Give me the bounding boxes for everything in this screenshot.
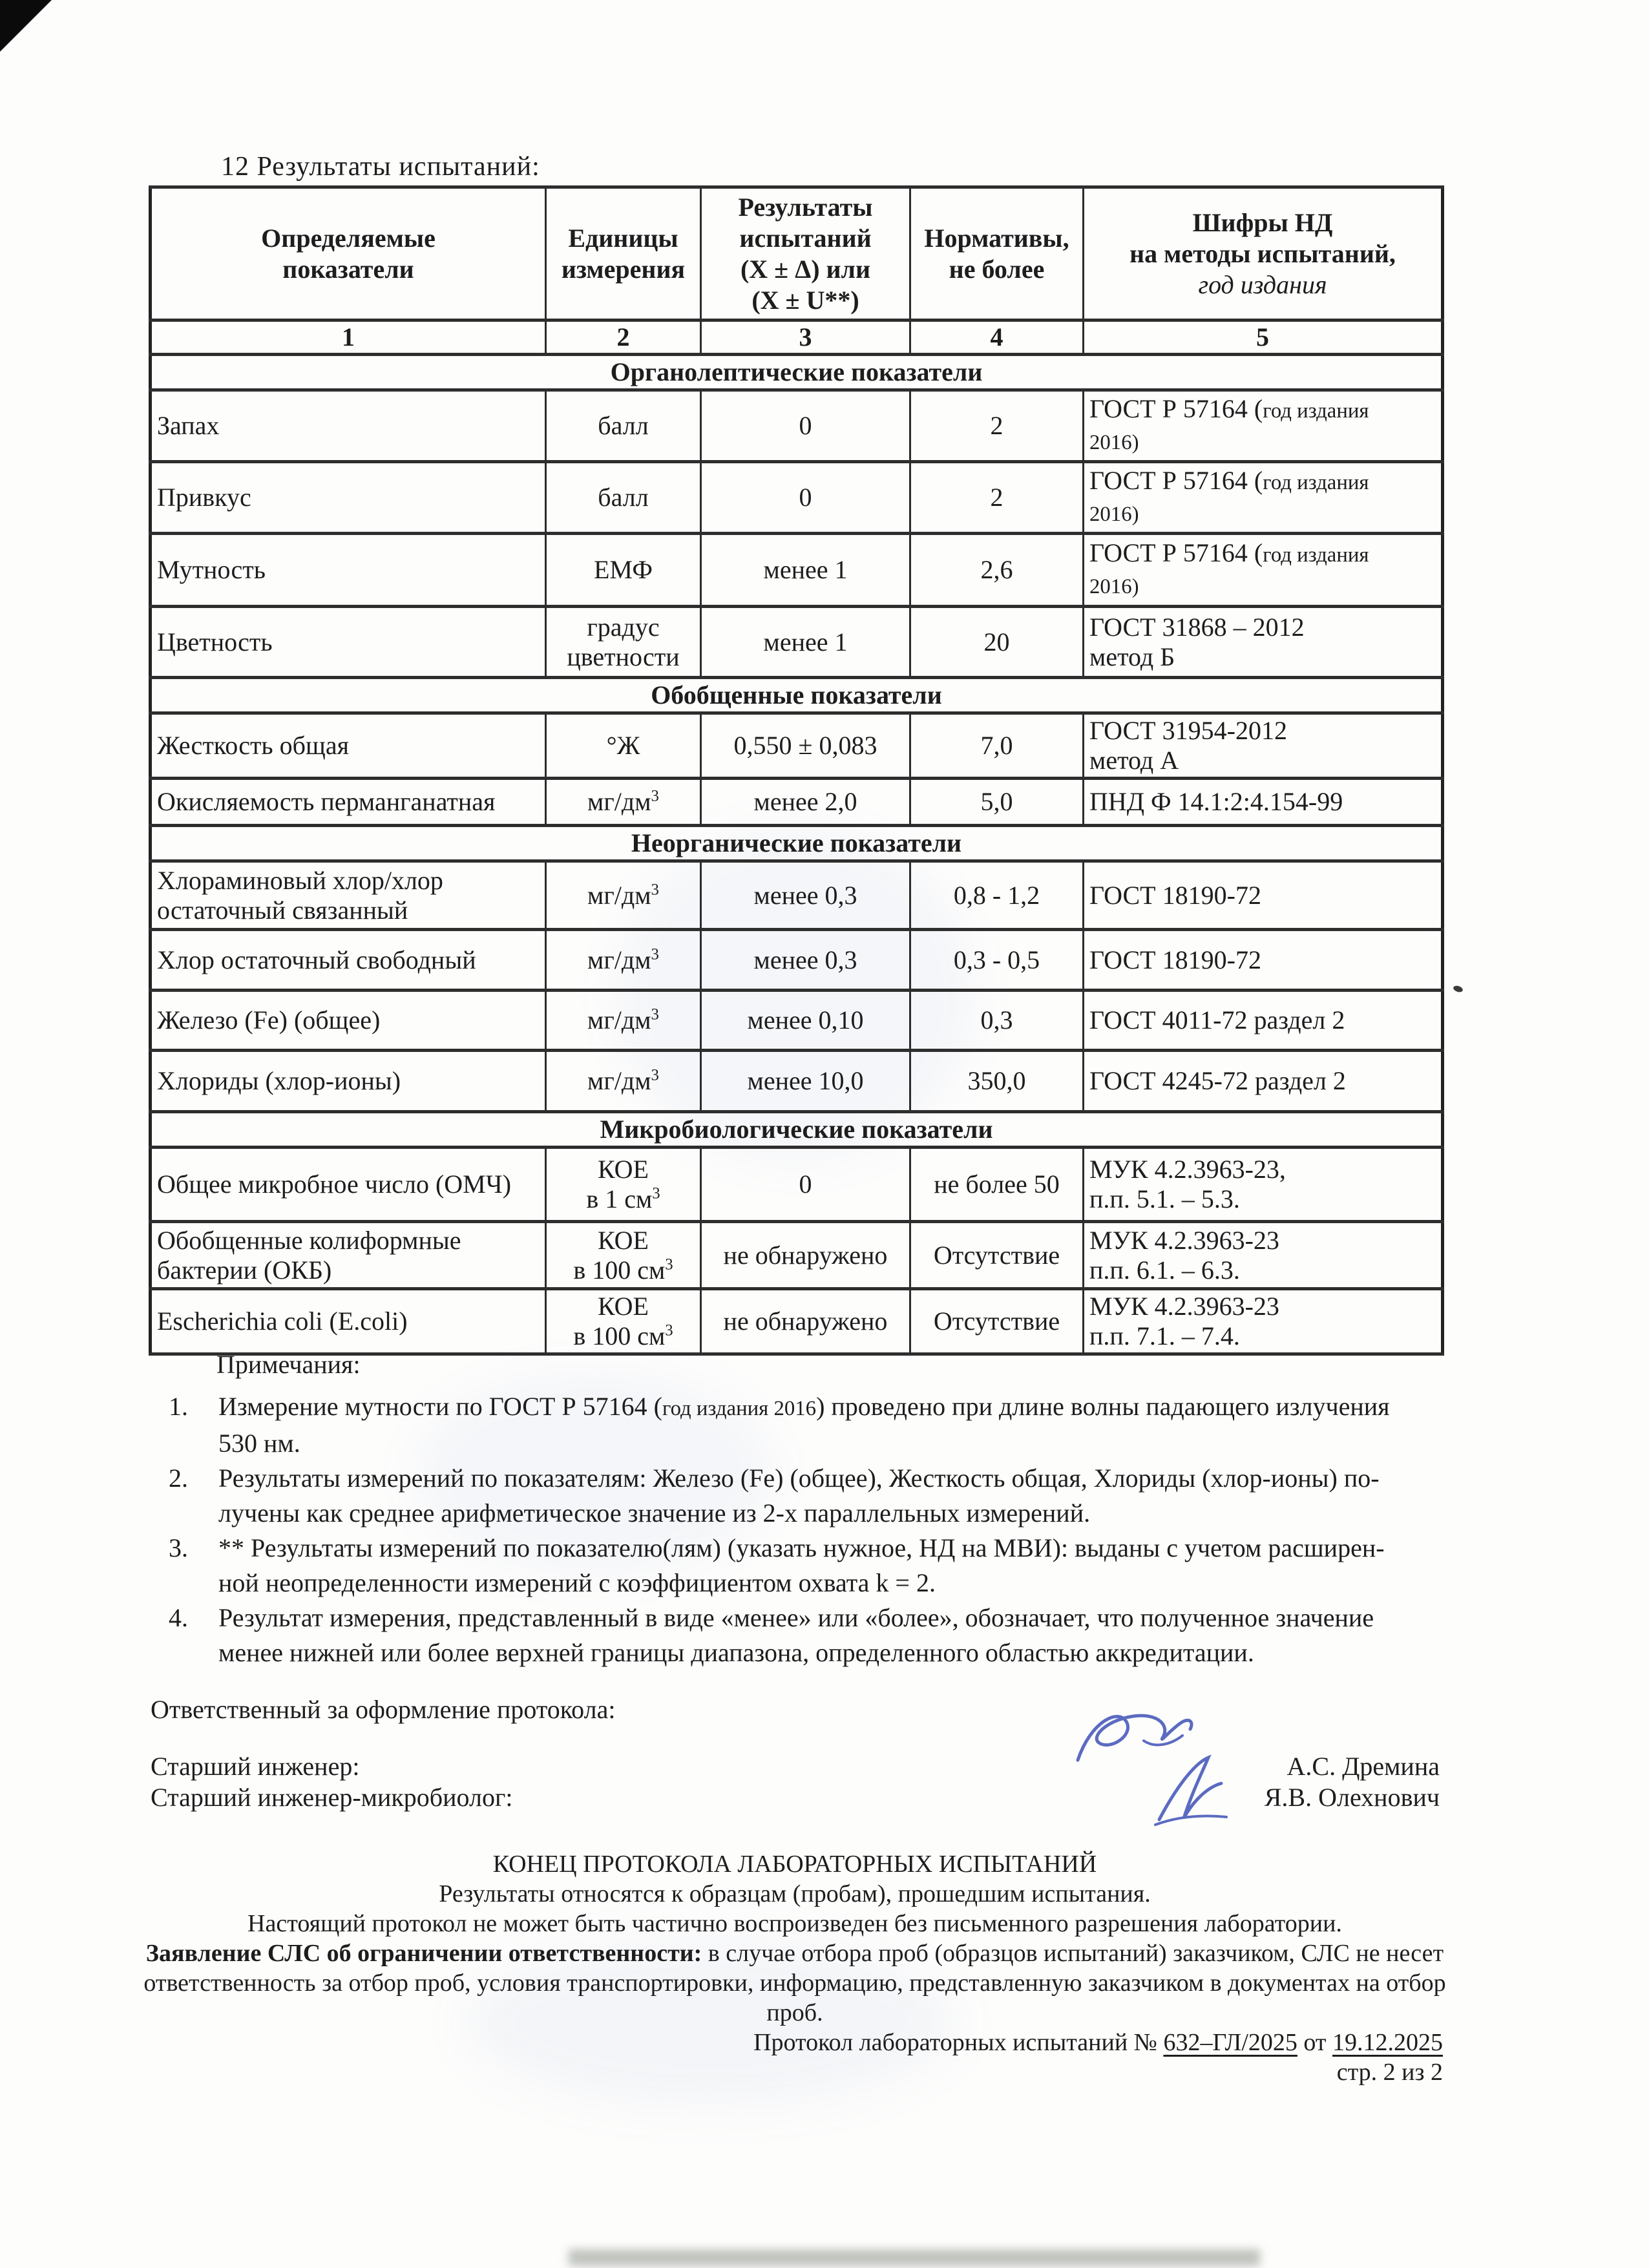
signer-name: Я.В. Олехнович [1264,1783,1440,1812]
cell: ГОСТ Р 57164 (год издания 2016) [1084,534,1443,607]
note-number [169,1635,218,1670]
note-number: 3. [169,1533,188,1562]
cell: менее 0,3 [701,930,910,991]
cell: КОЕ в 1 $см^3$ [546,1148,701,1222]
footer-block [71,1849,1518,2087]
signer-role: Старший инженер-микробиолог: [151,1783,513,1812]
note-number: 1. [169,1392,188,1421]
section-row [151,355,1443,390]
note-text: Результаты измерений по показателям: Железо (Fe) (общее), Жесткость общая, Хлориды (хлор-ионы) по- [218,1464,1380,1493]
cell: Хлораминовый хлор/хлор остаточный связанный [151,861,546,930]
signer-name: А.С. Дремина [1287,1752,1440,1781]
cell: ПНД Ф 14.1:2:4.154-99 [1084,779,1443,826]
table-row [151,861,1443,930]
cell: менее 10,0 [701,1051,910,1112]
column-number-cell: 3 [701,320,910,355]
cell: менее 1 [701,534,910,607]
header-cell: Определяемые показатели [151,187,546,320]
results-section-title: 12 Результаты испытаний: [221,152,540,182]
cell: 2 [910,462,1084,534]
note-line [169,1566,1434,1601]
cell: $мг/дм^3$ [546,991,701,1051]
cell: Отсутствие [910,1289,1084,1354]
cell: МУК 4.2.3963-23 п.п. 6.1. – 6.3. [1084,1222,1443,1289]
cell: ГОСТ 31868 – 2012 метод Б [1084,607,1443,678]
table-row [151,1222,1443,1289]
notes-list [169,1389,1434,1670]
cell: менее 0,10 [701,991,910,1051]
cell: 20 [910,607,1084,678]
table-row [151,390,1443,462]
note-text: Результат измерения, представленный в виде «менее» или «более», обозначает, что полученное значение [218,1603,1374,1632]
cell: 0,3 [910,991,1084,1051]
results-table-head [151,187,1443,355]
cell: менее 0,3 [701,861,910,930]
cell: не обнаружено [701,1222,910,1289]
footer-line: ответственность за отбор проб, условия транспортировки, информацию, представленную заказчиком в документах на отбор [143,1969,1446,1997]
cell: 350,0 [910,1051,1084,1112]
column-number-cell: 5 [1084,320,1443,355]
cell: °Ж [546,713,701,779]
results-table-body [151,355,1443,1354]
cell: менее 1 [701,607,910,678]
table-row [151,534,1443,607]
cell: балл [546,390,701,462]
cell: МУК 4.2.3963-23, п.п. 5.1. – 5.3. [1084,1148,1443,1222]
section-row [151,678,1443,713]
notes-heading: Примечания: [216,1350,361,1379]
table-row [151,713,1443,779]
footer-line: Настоящий протокол не может быть частично воспроизведен без письменного разрешения лаборатории. [247,1910,1342,1937]
cell: 2,6 [910,534,1084,607]
cell: Обобщенные колиформные бактерии (ОКБ) [151,1222,546,1289]
ink-speck-artifact [1453,985,1464,993]
column-number-row [151,320,1443,355]
note-number: 2. [169,1464,188,1493]
column-number-cell: 4 [910,320,1084,355]
cell: 0 [701,1148,910,1222]
note-number [169,1426,218,1461]
cell: ЕМФ [546,534,701,607]
header-row [151,187,1443,320]
table-row [151,1148,1443,1222]
table-row [151,1289,1443,1354]
cell: Мутность [151,534,546,607]
signer-row-senior-microbiologist [151,1782,1440,1813]
section-label: Микробиологические показатели [151,1112,1443,1148]
cell: Escherichia coli (E.coli) [151,1289,546,1354]
cell: менее 2,0 [701,779,910,826]
cell: Жесткость общая [151,713,546,779]
cell: КОЕ в 100 $см^3$ [546,1289,701,1354]
cell: 0 [701,390,910,462]
cell: Хлор остаточный свободный [151,930,546,991]
footer-line: Результаты относятся к образцам (пробам), прошедшим испытания. [439,1880,1151,1907]
footer-line: КОНЕЦ ПРОТОКОЛА ЛАБОРАТОРНЫХ ИСПЫТАНИЙ [492,1851,1097,1878]
cell: КОЕ в 100 $см^3$ [546,1222,701,1289]
header-cell: Нормативы, не более [910,187,1084,320]
cell: Отсутствие [910,1222,1084,1289]
signer-role: Старший инженер: [151,1752,360,1781]
cell: $мг/дм^3$ [546,779,701,826]
table-row [151,991,1443,1051]
cell: ГОСТ Р 57164 (год издания 2016) [1084,390,1443,462]
cell: градус цветности [546,607,701,678]
note-text: лучены как среднее арифметическое значение из 2-х параллельных измерений. [218,1498,1091,1528]
table-row [151,779,1443,826]
cell: $мг/дм^3$ [546,861,701,930]
table-row [151,1051,1443,1112]
note-text: менее нижней или более верхней границы диапазона, определенного областью аккредитации. [218,1638,1254,1667]
results-table [149,185,1444,1356]
section-label: Обобщенные показатели [151,678,1443,713]
section-label: Неорганические показатели [151,826,1443,861]
note-line [169,1461,1434,1496]
cell: 0,8 - 1,2 [910,861,1084,930]
cell: 5,0 [910,779,1084,826]
section-row [151,826,1443,861]
table-row [151,930,1443,991]
footer-line: стр. 2 из 2 [1336,2059,1443,2086]
header-cell: Единицы измерения [546,187,701,320]
note-number: 4. [169,1603,188,1632]
cell: $мг/дм^3$ [546,930,701,991]
cell: 0,550 ± 0,083 [701,713,910,779]
cell: ГОСТ 4245-72 раздел 2 [1084,1051,1443,1112]
section-row [151,1112,1443,1148]
note-line [169,1531,1434,1566]
cell: Привкус [151,462,546,534]
header-cell: Шифры НД на методы испытаний, год издания [1084,187,1443,320]
signature-ink-olekhnovich [1145,1752,1242,1830]
signer-row-senior-engineer [151,1751,1440,1782]
note-line [169,1496,1434,1531]
cell: ГОСТ 4011-72 раздел 2 [1084,991,1443,1051]
note-text: 530 нм. [218,1429,300,1458]
note-line [169,1426,1434,1461]
cell: 0,3 - 0,5 [910,930,1084,991]
note-text: ной неопределенности измерений с коэффициентом охвата k = 2. [218,1568,936,1597]
cell: Цветность [151,607,546,678]
header-cell: Результаты испытаний (X ± Δ) или (X ± U**) [701,187,910,320]
cell: Хлориды (хлор-ионы) [151,1051,546,1112]
responsible-label: Ответственный за оформление протокола: [151,1695,616,1724]
note-text: Измерение мутности по ГОСТ Р 57164 (год издания 2016) проведено при длине волны падающего излучения [218,1392,1390,1421]
cell: Общее микробное число (ОМЧ) [151,1148,546,1222]
note-line [169,1635,1434,1670]
note-line [169,1601,1434,1635]
cell: не обнаружено [701,1289,910,1354]
section-label: Органолептические показатели [151,355,1443,390]
cell: не более 50 [910,1148,1084,1222]
table-row [151,607,1443,678]
cell: $мг/дм^3$ [546,1051,701,1112]
note-line [169,1389,1434,1426]
cell: 7,0 [910,713,1084,779]
note-number [169,1566,218,1601]
footer-line: Заявление СЛС об ограничении ответственности: в случае отбора проб (образцов испытаний) заказчиком, СЛС не несет [145,1940,1444,1967]
cell: ГОСТ 18190-72 [1084,930,1443,991]
note-number [169,1496,218,1531]
cell: балл [546,462,701,534]
cell: 2 [910,390,1084,462]
column-number-cell: 1 [151,320,546,355]
cell: 0 [701,462,910,534]
cell: ГОСТ Р 57164 (год издания 2016) [1084,462,1443,534]
cell: МУК 4.2.3963-23 п.п. 7.1. – 7.4. [1084,1289,1443,1354]
scan-corner-artifact [0,0,52,52]
footer-line: Протокол лабораторных испытаний № 632–ГЛ/2025 от 19.12.2025 [753,2029,1443,2056]
footer-line: проб. [766,1999,823,2026]
note-text: ** Результаты измерений по показателю(лям) (указать нужное, НД на МВИ): выданы с учетом расширен- [218,1533,1385,1562]
cell: Железо (Fe) (общее) [151,991,546,1051]
cell: ГОСТ 31954-2012 метод А [1084,713,1443,779]
cell: ГОСТ 18190-72 [1084,861,1443,930]
cell: Запах [151,390,546,462]
table-row [151,462,1443,534]
column-number-cell: 2 [546,320,701,355]
scan-edge-smudge [569,2249,1260,2266]
cell: Окисляемость перманганатная [151,779,546,826]
